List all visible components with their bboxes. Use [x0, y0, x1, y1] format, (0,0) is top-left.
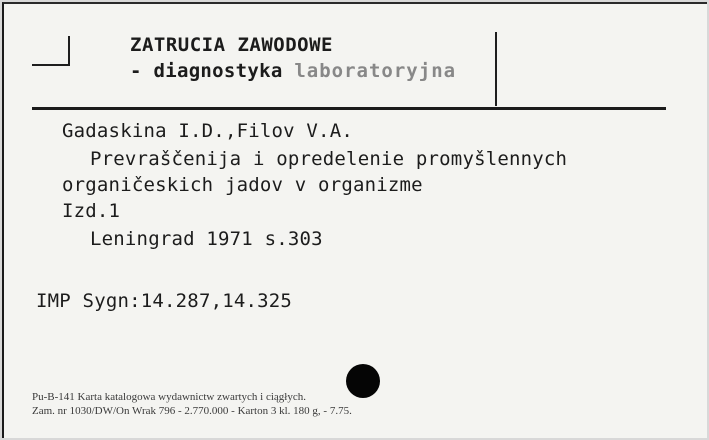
header-divider	[32, 107, 666, 110]
subject-subheading	[130, 60, 456, 82]
subheading-faded-text: laboratoryjna	[294, 60, 457, 82]
title-line-1: Prevraščenija i opredelenie promyšlennych	[90, 148, 568, 170]
subject-heading: ZATRUCIA ZAWODOWE	[130, 34, 333, 56]
printer-imprint-line-2: Zam. nr 1030/DW/On Wrak 796 - 2.770.000 - Karton 3 kl. 180 g, - 7.75.	[32, 405, 352, 417]
punch-hole	[346, 364, 380, 398]
title-line-2: organičeskich jadov v organizme	[62, 174, 423, 196]
header-box-border	[495, 32, 497, 106]
printer-imprint-line-1: Pu-B-141 Karta katalogowa wydawnictw zwartych i ciągłych.	[32, 391, 306, 403]
corner-mark-vertical	[68, 36, 70, 66]
shelfmark-line: IMP Sygn:14.287,14.325	[36, 290, 293, 312]
corner-mark-horizontal	[32, 64, 70, 66]
edition-line: Izd.1	[62, 200, 121, 222]
subheading-text: - diagnostyka	[130, 60, 283, 82]
authors-line: Gadaskina I.D.,Filov V.A.	[62, 120, 353, 142]
imprint-line: Leningrad 1971 s.303	[90, 228, 323, 250]
